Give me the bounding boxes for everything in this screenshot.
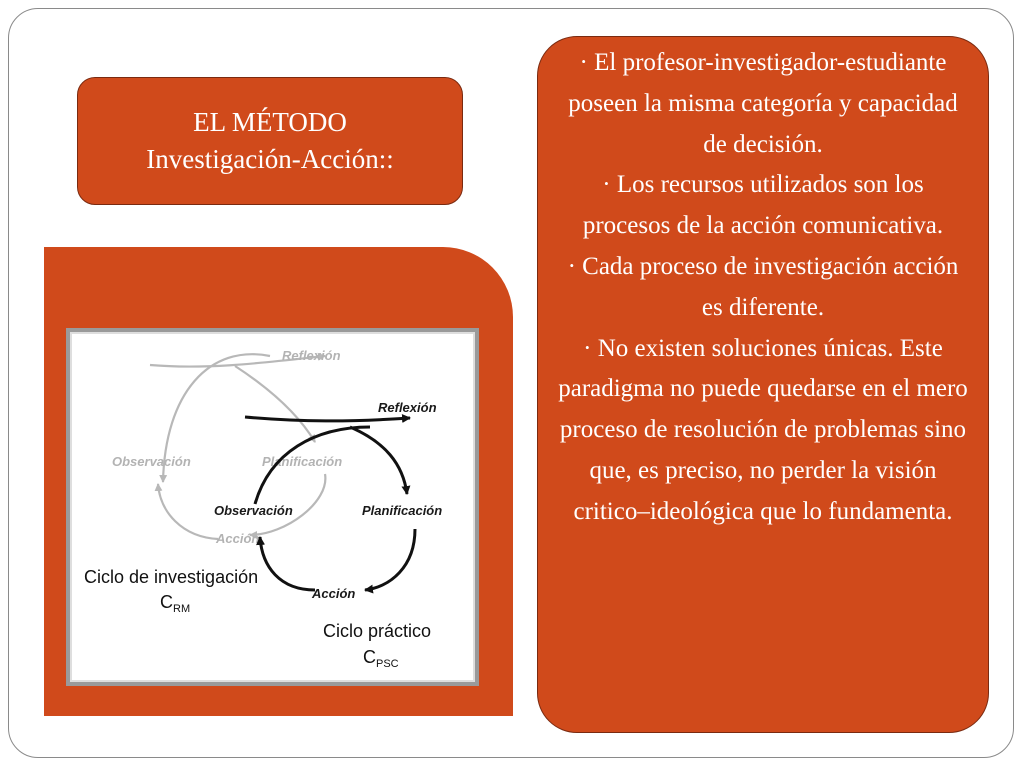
caption-research-symbol: C [160, 592, 173, 612]
description-box [537, 36, 989, 733]
dark-arrow-planificacion-to-accion [365, 529, 415, 590]
point-no-unique-solutions: · No existen soluciones únicas. Este paradigma no puede quedarse en el mero proceso de resolución de problemas sino que, es preciso, no perder la visión critico–ideológica que lo fundamenta. [558, 334, 968, 525]
point-unique-process: · Cada proceso de investigación acción es diferente. [567, 252, 959, 321]
caption-research-cycle: Ciclo de investigación [84, 567, 259, 587]
title-line-2: Investigación-Acción:: [146, 144, 394, 174]
caption-practice-symbol: C [363, 647, 376, 667]
gray-label-reflexion: Reflexión [282, 348, 341, 363]
caption-practice-cycle: Ciclo práctico [323, 621, 432, 641]
dark-label-observacion: Observación [214, 503, 293, 518]
dark-label-reflexion: Reflexión [378, 400, 437, 415]
caption-research-subscript: RM [173, 603, 191, 615]
dark-arrow-into-reflexion [245, 417, 410, 421]
cycle-diagram [70, 332, 475, 682]
dark-label-planificacion: Planificación [362, 503, 443, 518]
caption-practice-subscript: PSC [376, 658, 399, 670]
gray-arrow-accion-to-observacion [158, 484, 218, 539]
gray-label-accion: Acción [216, 531, 260, 546]
title-box [77, 77, 463, 205]
dark-arrow-reflexion-to-planificacion [350, 427, 407, 494]
point-resources: · Los recursos utilizados son los procesos de la acción comunicativa. [582, 171, 944, 240]
point-equal-status: · El profesor-investigador-estudiante poseen la misma categoría y capacidad de decisión. [568, 49, 958, 158]
gray-label-observacion: Observación [112, 454, 191, 469]
diagram-image [66, 328, 479, 686]
dark-arrow-accion-to-observacion [260, 537, 315, 590]
gray-label-planificacion: Planificación [262, 454, 343, 469]
dark-label-accion: Acción [312, 586, 356, 601]
gray-arrow-reflexion-to-planificacion [235, 366, 315, 442]
title-line-1: EL MÉTODO [193, 107, 347, 137]
